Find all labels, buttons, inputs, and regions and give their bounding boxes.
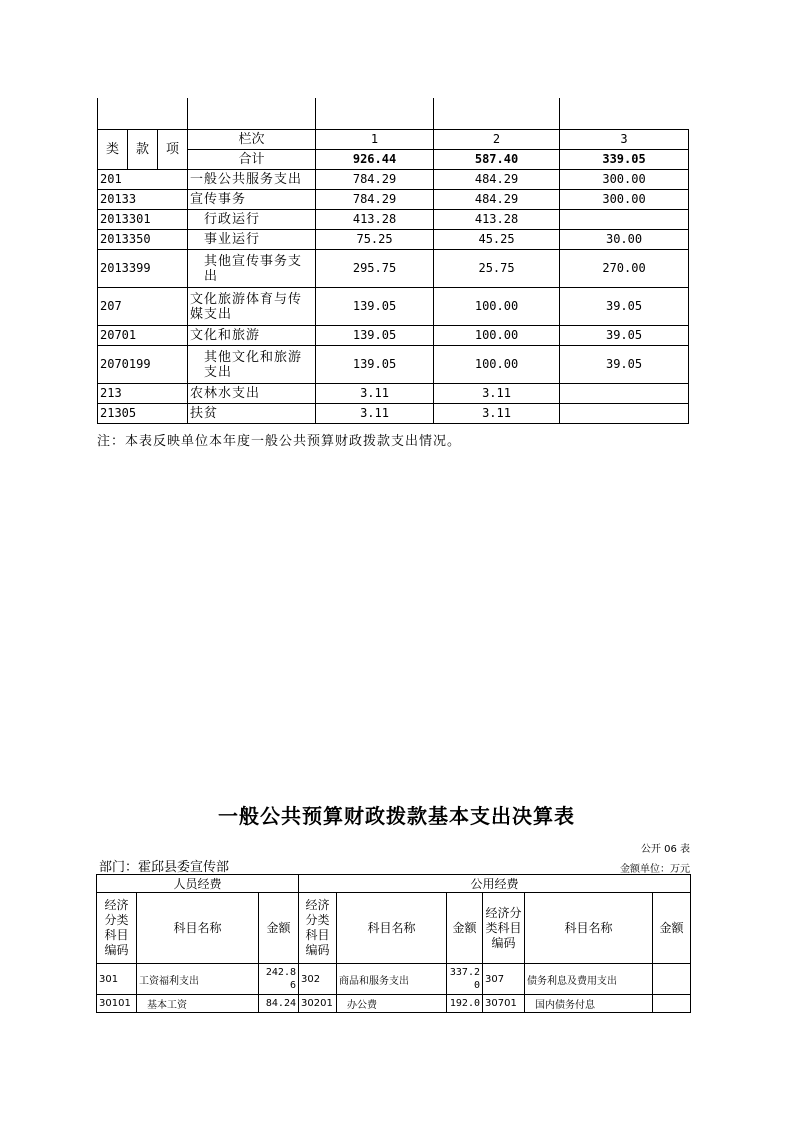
row-name: 工资福利支出	[137, 964, 259, 995]
header-lei: 类	[98, 130, 128, 170]
row-value-2: 100.00	[434, 326, 560, 346]
header-blank-cell	[98, 98, 188, 130]
header-blank-cell	[434, 98, 560, 130]
row-name: 宣传事务	[188, 190, 316, 210]
column-header-row	[97, 893, 691, 964]
table-row	[97, 964, 691, 995]
row-code: 2013301	[98, 210, 188, 230]
header-name: 科目名称	[337, 893, 447, 964]
table-row	[98, 346, 689, 384]
row-code: 302	[299, 964, 337, 995]
header-code: 经济分类科目编码	[299, 893, 337, 964]
row-code: 30101	[97, 995, 137, 1013]
row-code: 207	[98, 288, 188, 326]
header-code: 经济分类科目编码	[97, 893, 137, 964]
table-row	[98, 230, 689, 250]
table-row	[98, 288, 689, 326]
row-value-3	[560, 384, 689, 404]
expenditure-table	[97, 98, 689, 424]
row-code: 2013350	[98, 230, 188, 250]
header-kuan: 款	[128, 130, 158, 170]
table-row	[98, 170, 689, 190]
page-title: 一般公共预算财政拨款基本支出决算表	[218, 804, 575, 828]
row-value-2: 3.11	[434, 404, 560, 424]
row-amount	[653, 995, 691, 1013]
group-personnel: 人员经费	[97, 875, 299, 893]
row-value-2: 100.00	[434, 288, 560, 326]
row-name: 文化和旅游	[188, 326, 316, 346]
basic-expenditure-table	[96, 874, 691, 1013]
row-value-3	[560, 210, 689, 230]
row-value-2: 25.75	[434, 250, 560, 288]
table-row	[98, 404, 689, 424]
row-amount	[653, 964, 691, 995]
row-value-1: 784.29	[316, 170, 434, 190]
row-value-2: 45.25	[434, 230, 560, 250]
row-value-3: 270.00	[560, 250, 689, 288]
row-value-2: 100.00	[434, 346, 560, 384]
row-code: 213	[98, 384, 188, 404]
row-value-3	[560, 404, 689, 424]
row-amount: 337.20	[447, 964, 483, 995]
header-blank-cell	[316, 98, 434, 130]
row-code: 2013399	[98, 250, 188, 288]
row-name: 一般公共服务支出	[188, 170, 316, 190]
header-col-1: 1	[316, 130, 434, 150]
row-value-1: 75.25	[316, 230, 434, 250]
total-label: 合计	[188, 150, 316, 170]
row-code: 301	[97, 964, 137, 995]
row-value-2: 3.11	[434, 384, 560, 404]
header-name: 科目名称	[137, 893, 259, 964]
row-name: 国内债务付息	[525, 995, 653, 1013]
table-row	[98, 326, 689, 346]
header-lanci: 栏次	[188, 130, 316, 150]
row-value-3: 30.00	[560, 230, 689, 250]
row-code: 30201	[299, 995, 337, 1013]
row-amount: 192.0	[447, 995, 483, 1013]
row-name: 其他宣传事务支出	[188, 250, 316, 288]
table-header-top-row	[98, 98, 689, 130]
row-amount: 84.24	[259, 995, 299, 1013]
table-row	[98, 384, 689, 404]
header-xiang: 项	[158, 130, 188, 170]
row-name: 债务利息及费用支出	[525, 964, 653, 995]
row-name: 行政运行	[188, 210, 316, 230]
table-tag: 公开 06 表	[640, 844, 690, 855]
row-value-1: 139.05	[316, 326, 434, 346]
row-name: 办公费	[337, 995, 447, 1013]
row-name: 其他文化和旅游支出	[188, 346, 316, 384]
total-value-3: 339.05	[560, 150, 689, 170]
row-name: 基本工资	[137, 995, 259, 1013]
row-name: 商品和服务支出	[337, 964, 447, 995]
table-row	[98, 250, 689, 288]
total-value-1: 926.44	[316, 150, 434, 170]
row-name: 事业运行	[188, 230, 316, 250]
table-row	[98, 190, 689, 210]
row-code: 2070199	[98, 346, 188, 384]
row-value-1: 139.05	[316, 346, 434, 384]
row-value-1: 413.28	[316, 210, 434, 230]
row-value-1: 3.11	[316, 404, 434, 424]
total-value-2: 587.40	[434, 150, 560, 170]
row-amount: 242.86	[259, 964, 299, 995]
row-code: 21305	[98, 404, 188, 424]
header-amount: 金额	[259, 893, 299, 964]
table-note: 注：本表反映单位本年度一般公共预算财政拨款支出情况。	[97, 434, 462, 449]
row-value-3: 39.05	[560, 288, 689, 326]
header-blank-cell	[188, 98, 316, 130]
row-value-2: 484.29	[434, 190, 560, 210]
row-value-2: 413.28	[434, 210, 560, 230]
row-value-1: 3.11	[316, 384, 434, 404]
row-code: 20701	[98, 326, 188, 346]
table-row	[97, 995, 691, 1013]
row-code: 20133	[98, 190, 188, 210]
table-header-row	[98, 130, 689, 150]
header-col-3: 3	[560, 130, 689, 150]
row-value-2: 484.29	[434, 170, 560, 190]
row-value-1: 139.05	[316, 288, 434, 326]
header-amount: 金额	[447, 893, 483, 964]
row-value-1: 295.75	[316, 250, 434, 288]
row-value-3: 39.05	[560, 326, 689, 346]
row-code: 30701	[483, 995, 525, 1013]
row-name: 文化旅游体育与传媒支出	[188, 288, 316, 326]
group-header-row	[97, 875, 691, 893]
row-code: 307	[483, 964, 525, 995]
table-row	[98, 210, 689, 230]
header-col-2: 2	[434, 130, 560, 150]
header-code: 经济分类科目编码	[483, 893, 525, 964]
row-value-3: 39.05	[560, 346, 689, 384]
header-name: 科目名称	[525, 893, 653, 964]
header-amount: 金额	[653, 893, 691, 964]
group-public: 公用经费	[299, 875, 691, 893]
unit-label: 金额单位：万元	[620, 864, 690, 875]
row-value-3: 300.00	[560, 190, 689, 210]
row-value-1: 784.29	[316, 190, 434, 210]
department-label: 部门：霍邱县委宣传部	[99, 860, 230, 875]
row-name: 扶贫	[188, 404, 316, 424]
header-blank-cell	[560, 98, 689, 130]
row-value-3: 300.00	[560, 170, 689, 190]
row-code: 201	[98, 170, 188, 190]
row-name: 农林水支出	[188, 384, 316, 404]
